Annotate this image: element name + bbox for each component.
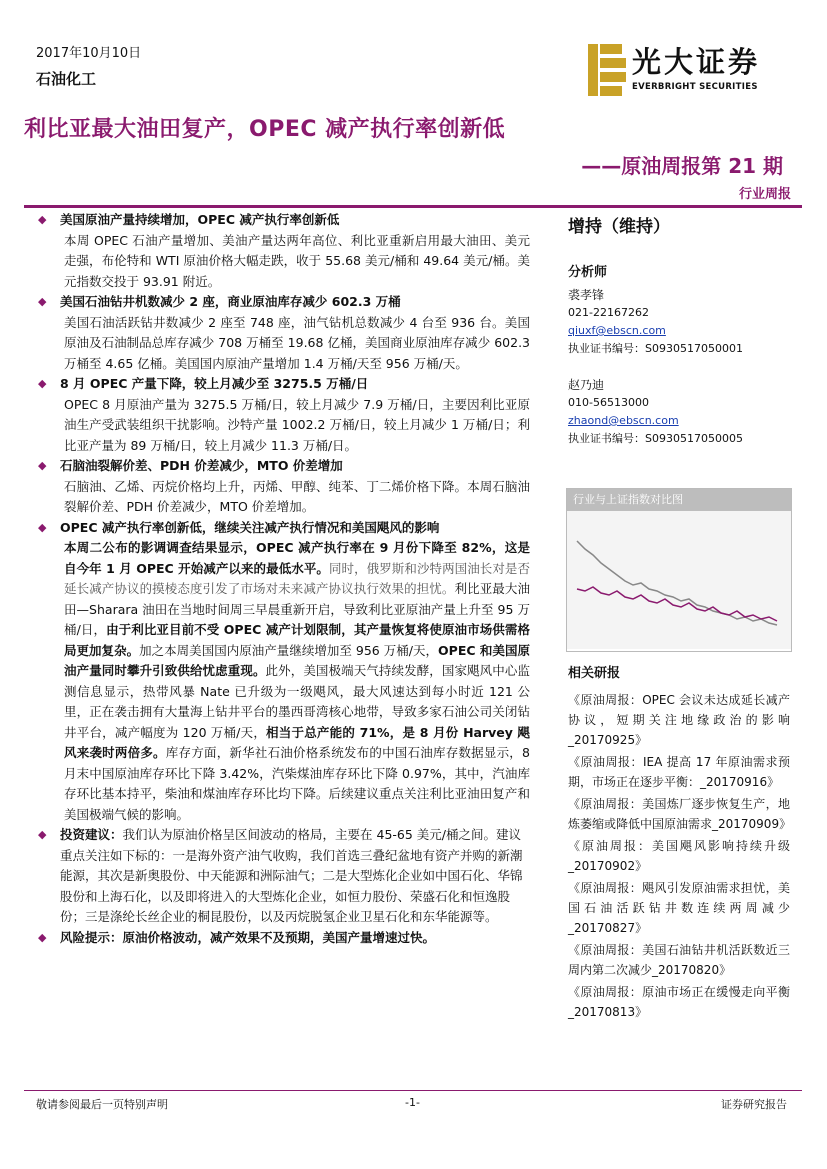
header-divider — [24, 205, 802, 208]
research-link[interactable]: 《原油周报：美国炼厂逐步恢复生产，地炼萎缩或降低中国原油需求_20170909》 — [568, 797, 792, 831]
analyst-phone: 010-56513000 — [568, 396, 649, 409]
bullet-section — [36, 210, 530, 292]
bullet-section — [36, 374, 530, 456]
logo-chinese-name: 光大证券 — [632, 45, 761, 79]
investment-section — [36, 825, 530, 928]
cert-label: 执业证书编号： — [568, 432, 645, 445]
sector-label: 石油化工 — [36, 70, 97, 88]
bullet-heading: ◆ 石脑油裂解价差、PDH 价差减少，MTO 价差增加 — [36, 456, 530, 477]
opec-highlight: 由于利比亚目前不受 OPEC 减产计划限制，其产量恢复将使原油市场供需格局更加复杂。 — [64, 622, 530, 658]
footer-divider — [24, 1090, 802, 1091]
risk-label: 风险提示： — [60, 929, 123, 945]
research-link[interactable]: 《原油周报：原油市场正在缓慢走向平衡_20170813》 — [568, 985, 790, 1019]
research-link[interactable]: 《原油周报：美国石油钻井机活跃数近三周内第二次减少_20170820》 — [568, 943, 790, 977]
risk-paragraph — [36, 928, 530, 949]
opec-text: 同时，俄罗斯和沙特两国油长对是否延长减产协议的摸棱态度引发了市场对未来减产协议执行效果的担忧。 — [64, 560, 530, 596]
investment-text: 我们认为原油价格呈区间波动的格局，主要在 45-65 美元/桶之间。建议重点关注如下标的：一是海外资产油气收购，我们首选三叠纪盆地有资产并购的新潮能源，其次是新奥股份、中天能源和洲际油气；二是大型炼化企业如中国石化、华锦股份和上海石化，以及即将进入的大型炼化企业，如恒力股份、荣盛石化和恒逸股份；三是涤纶长丝企业的桐昆股份，以及丙烷脱氢企业卫星石化和东华能源等。 — [60, 827, 523, 924]
opec-text: 此外，美国极端天气持续发酵，国家飓风中心监测信息显示，热带风暴 Nate 已升级为一级飓风，最大风速达到每小时近 121 公里，正在袭击拥有大量海上钻井平台的墨西哥湾核心地带，导致多家石油公司关闭钻井平台，减产幅度为 120 万桶/天， — [64, 663, 530, 740]
opec-highlight: OPEC 和美国原油产量同时攀升引致供给忧虑重现。 — [64, 642, 530, 678]
bullet-section-opec — [36, 518, 530, 826]
index-comparison-chart — [566, 488, 792, 652]
summary-column — [36, 210, 530, 948]
analyst-email-link[interactable]: zhaond@ebscn.com — [568, 414, 679, 427]
bullet-heading: ◆ 8 月 OPEC 产量下降，较上月减少至 3275.5 万桶/日 — [36, 374, 530, 395]
research-link[interactable]: 《原油周报：IEA 提高 17 年原油需求预期，市场正在逐步平衡：_20170916》 — [568, 755, 790, 789]
chart-plot — [567, 511, 791, 649]
bullet-body: 美国石油活跃钻井数减少 2 座至 748 座，油气钻机总数减少 4 台至 936 台。美国原油及石油制品总库存减少 708 万桶至 19.68 亿桶，美国商业原油库存减少 602.3 万桶至 4.65 亿桶。美国国内原油产量增加 1.4 万桶/天至 956 万桶/天。 — [64, 314, 530, 371]
bullet-heading: ◆ 美国原油产量持续增加，OPEC 减产执行率创新低 — [36, 210, 530, 231]
report-type: 行业周报 — [738, 187, 791, 202]
analyst-cert — [568, 430, 790, 448]
logo-english-name: EVERBRIGHT SECURITIES — [632, 82, 758, 92]
bullet-body: OPEC 8 月原油产量为 3275.5 万桶/日，较上月减少 7.9 万桶/日，主要因利比亚原油生产受武装组织干扰影响。沙特产量 1002.2 万桶/日，较上月减少 1 万桶/日；利比亚产量为 89 万桶/日，较上月减少 11.3 万桶/日。 — [64, 396, 530, 453]
logo-mark-icon — [588, 44, 626, 96]
cert-label: 执业证书编号： — [568, 342, 645, 355]
page-subtitle: ——原油周报第 21 期 — [581, 154, 783, 178]
footer-disclaimer: 敬请参阅最后一页特别声明 — [36, 1098, 168, 1111]
analyst-name: 赵乃迪 — [568, 378, 605, 392]
research-heading: 相关研报 — [568, 666, 621, 681]
page-title: 利比亚最大油田复产，OPEC 减产执行率创新低 — [24, 117, 506, 142]
footer-report-label: 证券研究报告 — [721, 1098, 787, 1111]
bullet-heading: ◆ 美国石油钻井机数减少 2 座，商业原油库存减少 602.3 万桶 — [36, 292, 530, 313]
related-research — [568, 664, 790, 1024]
analyst-phone: 021-22167262 — [568, 306, 649, 319]
bullet-body: 本周 OPEC 石油产量增加、美油产量达两年高位、利比亚重新启用最大油田、美元走强，布伦特和 WTI 原油价格大幅走跌，收于 55.68 美元/桶和 49.64 美元/桶。美元指数交投于 93.91 附近。 — [64, 232, 530, 289]
bullet-section — [36, 292, 530, 374]
research-link[interactable]: 《原油周报：飓风引发原油需求担忧，美国石油活跃钻井数连续两周减少_20170827》 — [568, 881, 790, 935]
cert-number: S0930517050001 — [645, 342, 743, 355]
sidebar — [568, 212, 790, 466]
investment-paragraph — [36, 825, 530, 928]
report-date: 2017年10月10日 — [36, 46, 142, 61]
analyst-cert — [568, 340, 790, 358]
risk-section — [36, 928, 530, 949]
opec-text: 库存方面，新华社石油价格系统发布的中国石油库存数据显示，8 月末中国原油库存环比下降 3.42%，汽柴煤油库存环比下降 0.97%，其中，汽油库存环比基本持平，柴油和煤油库存环比均下降。后续建议重点关注利比亚油田复产和美国极端气候的影响。 — [64, 745, 530, 822]
research-link[interactable]: 《原油周报：美国飓风影响持续升级_20170902》 — [568, 839, 790, 873]
bullet-section — [36, 456, 530, 518]
research-link[interactable]: 《原油周报：OPEC 会议未达成延长减产协议，短期关注地缘政治的影响_20170925》 — [568, 693, 790, 747]
analyst-email-link[interactable]: qiuxf@ebscn.com — [568, 324, 666, 337]
investment-label: 投资建议： — [60, 827, 123, 842]
analyst-name: 裘孝锋 — [568, 288, 605, 302]
opec-highlight: 本周二公布的影调调查结果显示，OPEC 减产执行率在 9 月份下降至 82%，这是自今年 1 月 OPEC 开始减产以来的最低水平。 — [64, 540, 530, 576]
company-logo — [588, 40, 788, 102]
opec-paragraph — [36, 538, 530, 825]
bullet-body: 石脑油、乙烯、丙烷价格均上升，丙烯、甲醇、纯苯、丁二烯价格下降。本周石脑油裂解价差、PDH 价差减少，MTO 价差增加。 — [64, 478, 530, 514]
chart-title: 行业与上证指数对比图 — [567, 489, 791, 511]
opec-text: 利比亚最大油田—Sharara 油田在当地时间周三早晨重新开启，导致利比亚原油产量上升至 95 万桶/日， — [64, 581, 530, 637]
cert-number: S0930517050005 — [645, 432, 743, 445]
page-number: -1- — [405, 1096, 420, 1109]
bullet-heading: ◆ OPEC 减产执行率创新低，继续关注减产执行情况和美国飓风的影响 — [36, 518, 530, 539]
analyst-card — [568, 376, 790, 448]
analyst-card — [568, 286, 790, 358]
analysts-heading: 分析师 — [568, 265, 608, 280]
rating-badge: 增持（维持） — [568, 217, 670, 237]
opec-text: 加之本周美国国内原油产量继续增加至 956 万桶/天， — [139, 642, 439, 658]
risk-text: 原油价格波动，减产效果不及预期，美国产量增速过快。 — [122, 929, 436, 945]
opec-highlight: 相当于总产能的 71%，是 8 月份 Harvey 飓风来袭时两倍多。 — [64, 724, 530, 760]
